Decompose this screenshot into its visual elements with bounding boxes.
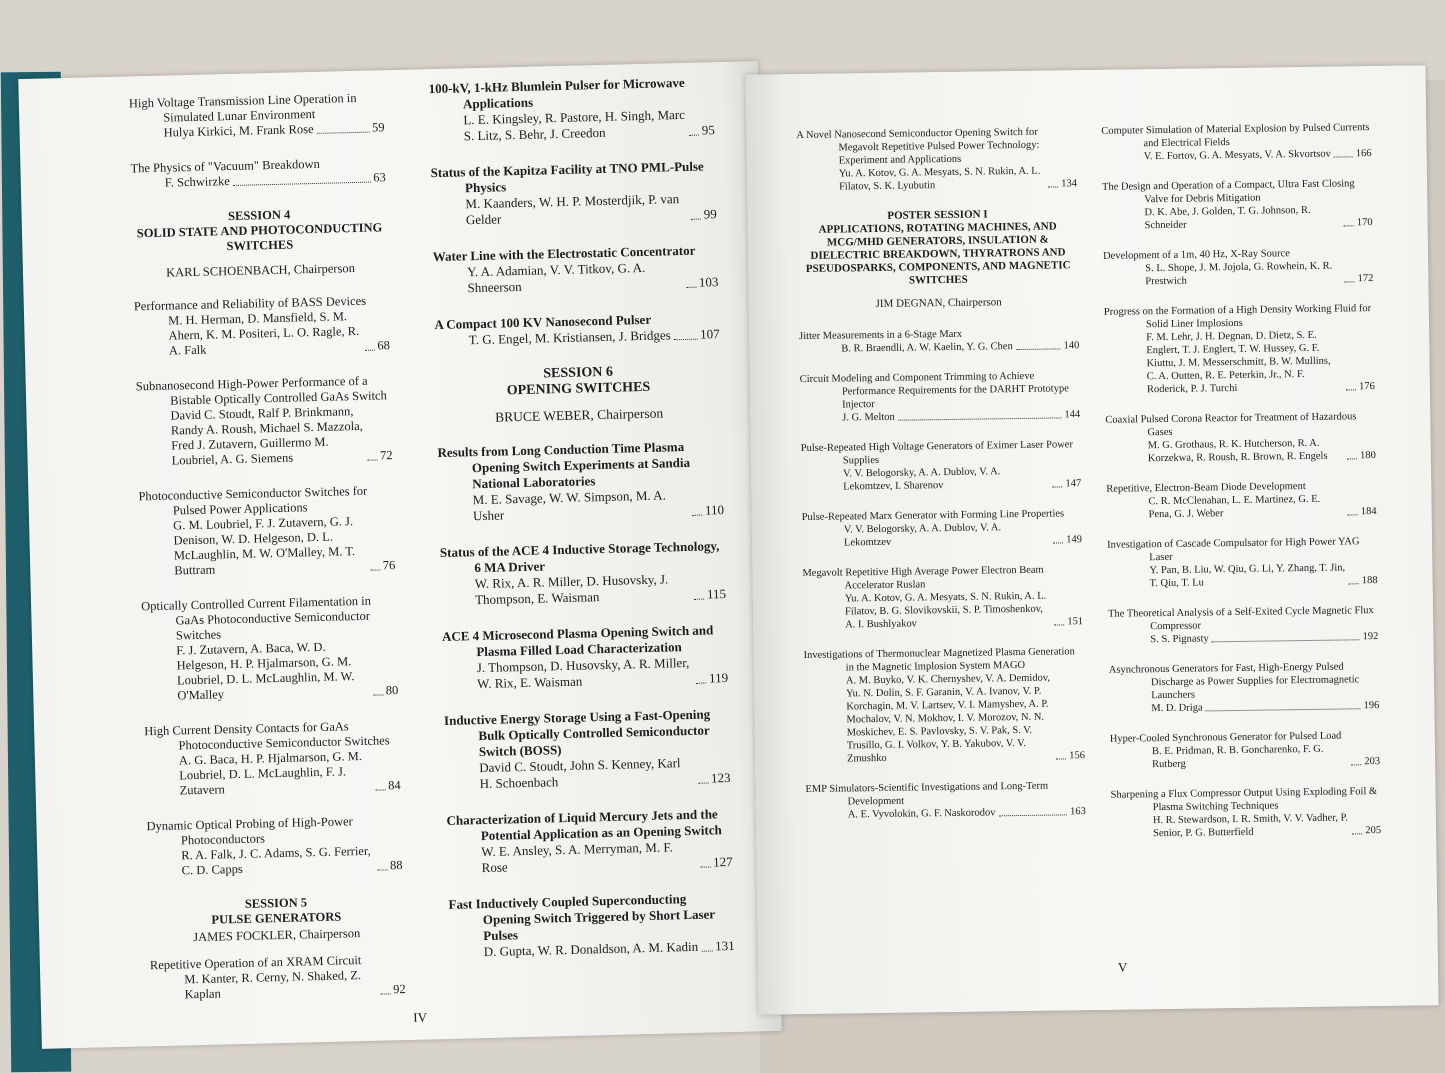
dot-leader [1352, 833, 1362, 834]
right-page-column-2 [1101, 121, 1381, 858]
toc-entry-authors-line [803, 589, 1084, 632]
toc-entry-authors: David C. Stoudt, John S. Kenney, Karl H. Schoenbach [479, 755, 681, 792]
toc-entry-authors-line [1106, 436, 1376, 466]
toc-entry-page: 88 [389, 858, 403, 873]
toc-entry [1104, 302, 1375, 397]
toc-entry-title: High Current Density Contacts for GaAs Photoconductive Semiconductor Switches [144, 719, 390, 753]
left-page-column-1 [129, 90, 407, 1023]
dot-leader [1054, 624, 1064, 625]
toc-entry-title: Investigation of Cascade Compulsator for High Power YAG Laser [1106, 536, 1360, 564]
toc-entry-title: The Design and Operation of a Compact, Ultra Fast Closing Valve for Debris Mitigation [1102, 178, 1355, 206]
toc-entry-page: 192 [1362, 631, 1379, 643]
dot-leader [999, 814, 1068, 816]
toc-entry-authors: L. E. Kingsley, R. Pastore, H. Singh, Marc S. Litz, S. Behr, J. Creedon [463, 106, 686, 144]
toc-entry-title: Pulse-Repeated Marx Generator with Forming Line Properties [801, 508, 1065, 524]
toc-entry-authors-line [1102, 203, 1372, 233]
session-5-chair: JAMES FOCKLER, Chairperson [193, 926, 361, 945]
toc-entry-authors: F. M. Lehr, J. H. Degnan, D. Dietz, S. E. Englert, T. J. Englert, T. W. Hussey, G. F. Kiuttu, J. M. Messerschmitt, B. W. Mullins, C. A. Outten, R. E. Peterkin, Jr., N. F. Roderick, P. J. Turchi [1146, 329, 1331, 396]
toc-entry-authors: M. Kaanders, W. H. P. Mosterdjik, P. van Gelder [465, 191, 680, 228]
toc-entry-authors: Y. Pan, B. Liu, W. Qiu, G. Li, Y. Zhang, T. Jin, T. Qiu, T. Lu [1149, 562, 1346, 590]
toc-entry-title: Optically Controlled Current Filamentation in GaAs Photoconductive Semiconductor Switches [141, 593, 372, 643]
dot-leader [1016, 348, 1061, 350]
toc-entry-page: 99 [703, 206, 717, 222]
toc-entry-page: 134 [1061, 178, 1078, 190]
toc-entry-authors: B. R. Braendli, A. W. Kaelin, Y. G. Chen [841, 341, 1013, 355]
toc-entry-authors-line [142, 638, 398, 704]
toc-entry-page: 147 [1065, 478, 1082, 490]
toc-entry-page: 84 [387, 778, 401, 793]
toc-entry-authors: Yu. A. Kotov, G. A. Mesyats, S. N. Rukin, A. L. Filatov, S. K. Lyubutin [838, 165, 1041, 193]
toc-entry-authors-line [136, 403, 392, 469]
dot-leader [1345, 281, 1355, 282]
right-page [745, 65, 1438, 1014]
toc-entry-authors: A. E. Vyvolokin, G. F. Naskorodov [847, 807, 996, 821]
dot-leader [1334, 156, 1353, 157]
toc-entry [1107, 535, 1378, 591]
toc-entry-authors: A. M. Buyko, V. K. Chernyshev, V. A. Demidov, Yu. N. Dolin, S. F. Garanin, V. A. Ivanov, V. P. Korchagin, M. V. Lartsev, V. I. Mamyshev, A. P. Mochalov, V. N. Mokhov, I. V. Morozov, N. N. Moskichev, E. S. Pavlovsky, S. V. Pak, S. V. Trusillo, G. I. Volkov, Y. B. Yakubov, V. V. Zmushko [845, 672, 1051, 765]
toc-entry-page: 188 [1361, 575, 1378, 587]
toc-entry [428, 74, 714, 145]
toc-entry-authors: F. J. Zutavern, A. Baca, W. D. Helgeson, H. P. Hjalmarson, G. M. Loubriel, D. L. McLaughlin, M. W. O'Malley [176, 639, 355, 703]
dot-leader [1052, 486, 1062, 487]
toc-entry [129, 90, 385, 141]
left-page-column-2 [428, 74, 735, 981]
toc-entry-authors: B. E. Pridman, R. B. Goncharenko, F. G. Rutberg [1151, 743, 1324, 771]
toc-entry-title: Performance and Reliability of BASS Devices [133, 293, 367, 314]
toc-entry-authors: S. L. Shope, J. M. Jojola, G. Rowhein, K. R. Prestwich [1145, 260, 1333, 288]
toc-entry-page: 163 [1069, 806, 1086, 818]
toc-entry-page: 76 [382, 558, 396, 573]
toc-entry-title: Repetitive, Electron-Beam Diode Development [1106, 481, 1306, 495]
toc-entry-authors-line [806, 805, 1086, 822]
toc-entry-authors: W. Rix, A. R. Miller, D. Husovsky, J. Thompson, E. Waisman [474, 571, 669, 608]
toc-entry-page: 123 [710, 769, 731, 786]
toc-entry-page: 59 [371, 120, 385, 135]
toc-entry-authors: S. S. Pignasty [1150, 633, 1209, 646]
toc-entry-page: 119 [708, 670, 729, 686]
toc-entry-title: Photoconductive Semiconductor Switches for Pulsed Power Applications [138, 483, 368, 518]
dot-leader [898, 417, 1062, 420]
toc-entry-title: Jitter Measurements in a 6-Stage Marx [799, 328, 963, 343]
toc-entry-page: 172 [1357, 273, 1374, 285]
toc-entry-page: 180 [1360, 450, 1376, 462]
toc-entry-title: Computer Simulation of Material Explosion by Pulsed Currents and Electrical Fields [1101, 122, 1370, 150]
toc-entry-authors: H. R. Stewardson, I. R. Smith, V. V. Vadher, P. Senior, P. G. Butterfield [1152, 812, 1348, 840]
toc-entry [799, 326, 1079, 356]
dot-leader [1349, 583, 1359, 584]
toc-entry-authors: C. R. McClenahan, L. E. Martinez, G. E. Pena, G. J. Weber [1148, 493, 1321, 521]
toc-entry-title: Subnanosecond High-Power Performance of a Bistable Optically Controlled GaAs Switch [135, 373, 387, 408]
toc-entry-authors: V. E. Fortov, G. A. Mesyats, V. A. Skvortsov [1143, 148, 1331, 163]
toc-entry-title: The Physics of "Vacuum" Breakdown [130, 156, 320, 176]
toc-entry-title: Pulse-Repeated High Voltage Generators of Eximer Laser Power Supplies [800, 439, 1073, 467]
toc-entry [146, 813, 402, 879]
toc-entry-title: Status of the Kapitza Facility at TNO PML-Pulse Physics [430, 158, 704, 196]
toc-entry-page: 80 [385, 683, 399, 698]
toc-entry-title: Results from Long Conduction Time Plasma Opening Switch Experiments at Sandia National Laboratories [437, 439, 691, 492]
toc-entry-authors-line [801, 464, 1081, 494]
toc-entry-page: 149 [1066, 534, 1083, 546]
toc-entry [444, 706, 731, 793]
toc-entry [437, 438, 724, 525]
toc-entry [1110, 785, 1381, 841]
toc-entry-authors: M. D. Driga [1151, 702, 1203, 715]
dot-leader [375, 789, 385, 790]
toc-entry-authors: M. Kanter, R. Cerny, N. Shaked, Z. Kaplan [184, 968, 362, 1002]
toc-entry [1109, 660, 1380, 716]
toc-entry [138, 483, 395, 579]
toc-entry-authors: Yu. A. Kotov, G. A. Mesyats, S. N. Rukin, A. L. Filatov, B. G. Slovikovskii, S. P. Timoshenkov, A. I. Bushlyakov [844, 590, 1047, 631]
session-5-title: PULSE GENERATORS [211, 909, 342, 927]
toc-entry-title: The Theoretical Analysis of a Self-Exited Cycle Magnetic Flux Compressor [1107, 605, 1374, 633]
toc-entry-page: 72 [379, 448, 393, 463]
toc-entry [802, 563, 1083, 632]
toc-entry-authors: T. G. Engel, M. Kristiansen, J. Bridges [468, 327, 671, 348]
dot-leader [1351, 764, 1361, 765]
toc-entry-page: 131 [714, 937, 735, 954]
toc-entry-authors: G. M. Loubriel, F. J. Zutavern, G. J. Denison, W. D. Helgeson, D. L. McLaughlin, M. W. O'Malley, M. T. Buttram [173, 514, 356, 578]
toc-entry-authors-line [438, 486, 724, 525]
session-5-label: SESSION 5 [244, 895, 308, 911]
toc-entry-authors-line [429, 106, 715, 145]
toc-entry-authors: J. Thompson, D. Husovsky, A. R. Miller, W. Rix, E. Waisman [476, 654, 690, 692]
session-5-heading [148, 893, 404, 929]
dot-leader [700, 867, 710, 868]
toc-entry-authors-line [447, 838, 733, 877]
dot-leader [686, 287, 696, 288]
toc-entry-authors: D. Gupta, W. R. Donaldson, A. M. Kadin [483, 938, 699, 960]
toc-entry-authors-line [1108, 630, 1378, 647]
dot-leader [1056, 758, 1066, 759]
dot-leader [1347, 458, 1357, 459]
dot-leader [233, 182, 371, 186]
toc-entry-authors-line [1103, 259, 1373, 289]
toc-entry-page: 151 [1067, 616, 1084, 628]
toc-entry-title: Inductive Energy Storage Using a Fast-Opening Bulk Optically Controlled Semiconductor Switch (BOSS) [443, 706, 711, 760]
dot-leader [689, 135, 699, 136]
toc-entry-authors: David C. Stoudt, Ralf P. Brinkmann, Randy A. Roush, Michael S. Mazzola, Fred J. Zutavern, Guillermo M. Loubriel, A. G. Siemens [170, 404, 364, 468]
toc-entry-page: 184 [1360, 506, 1377, 518]
toc-entry-page: 144 [1064, 409, 1081, 421]
dot-leader [701, 950, 712, 951]
toc-entry-authors-line [443, 654, 729, 693]
toc-entry [801, 438, 1082, 494]
toc-entry-authors: V. V. Belogorsky, A. A. Dublov, V. A. Lekomtzev [843, 522, 1002, 549]
toc-entry-authors-line [1106, 492, 1376, 522]
dot-leader [364, 350, 374, 351]
toc-entry-authors-line [134, 308, 390, 359]
toc-entry-page: 63 [373, 170, 386, 185]
toc-entry [430, 158, 716, 229]
toc-entry [440, 538, 726, 609]
toc-entry [442, 622, 728, 693]
right-page-column-1 [796, 125, 1086, 839]
toc-entry-title: ACE 4 Microsecond Plasma Opening Switch and Plasma Filled Load Characterization [441, 622, 714, 660]
toc-entry-authors-line [433, 258, 719, 297]
toc-entry [448, 890, 734, 961]
dot-leader [691, 219, 701, 220]
toc-entry-title: Repetitive Operation of an XRAM Circuit [149, 953, 362, 973]
poster-session-title: APPLICATIONS, ROTATING MACHINES, AND MCG/MHD GENERATORS, INSULATION & DIELECTRIC BREAKDOWN, THYRATRONS AND PSEUDOSPARKS, COMPONENTS, AND MAGNETIC SWITCHES [805, 220, 1071, 287]
toc-entry-authors-line [804, 671, 1085, 766]
toc-entry-authors-line [1109, 699, 1379, 716]
dot-leader [1212, 639, 1360, 642]
toc-entry-authors: M. G. Grothaus, R. K. Hutcherson, R. A. Korzekwa, R. Roush, R. Brown, R. Engels [1147, 437, 1328, 465]
left-page [18, 61, 781, 1049]
toc-entry-title: Water Line with the Electrostatic Concentrator [432, 242, 696, 265]
toc-entry-title: Status of the ACE 4 Inductive Storage Technology, 6 MA Driver [439, 538, 720, 576]
toc-entry-title: Asynchronous Generators for Fast, High-Energy Pulsed Discharge as Power Supplies for Electromagnetic Launchers [1108, 661, 1360, 702]
toc-entry [1102, 177, 1373, 233]
toc-entry-page: 110 [704, 502, 725, 518]
toc-entry-title: Circuit Modeling and Component Trimming to Achieve Performance Requirements for the DARHT Prototype Injector [799, 370, 1069, 411]
toc-entry-authors: R. A. Falk, J. C. Adams, S. G. Ferrier, C. D. Capps [181, 843, 371, 878]
session-4-heading [132, 205, 388, 256]
toc-entry-page: 107 [700, 326, 720, 342]
dot-leader [370, 569, 380, 570]
dot-leader [698, 783, 708, 784]
dot-leader [380, 993, 390, 994]
session-6-label: SESSION 6 [543, 364, 614, 382]
toc-entry-title: Dynamic Optical Probing of High-Power Photoconductors [146, 814, 353, 848]
toc-entry [144, 718, 401, 799]
toc-entry-title: A Compact 100 KV Nanosecond Pulser [434, 311, 652, 333]
session-4-title-cont: SWITCHES [226, 237, 294, 254]
toc-entry-authors-line [1110, 742, 1380, 772]
toc-entry-authors: M. E. Savage, W. W. Simpson, M. A. Usher [472, 487, 667, 524]
session-4-label: SESSION 4 [227, 207, 291, 224]
toc-entry-authors-line [431, 190, 717, 229]
toc-entry-authors: F. Schwirzke [164, 174, 230, 190]
dot-leader [696, 683, 706, 684]
toc-entry-authors-line [441, 570, 727, 609]
session-6-title: OPENING SWITCHES [506, 379, 651, 399]
toc-entry-authors: V. V. Belogorsky, A. A. Dublov, V. A. Lekomtzev, I. Sharenov [842, 466, 1001, 493]
toc-entry [130, 155, 386, 191]
toc-entry-page: 166 [1355, 148, 1372, 160]
page-number-v: V [1117, 959, 1128, 975]
toc-entry-authors-line [797, 164, 1077, 194]
dot-leader [694, 599, 704, 600]
toc-entry [800, 369, 1081, 425]
toc-entry-title: EMP Simulators-Scientific Investigations and Long-Term Development [805, 780, 1049, 808]
toc-entry-page: 68 [377, 338, 391, 353]
toc-entry [802, 507, 1083, 550]
toc-entry-authors-line [445, 754, 731, 793]
dot-leader [373, 694, 383, 695]
toc-entry [805, 779, 1086, 822]
dot-leader [1206, 708, 1361, 711]
toc-entry-title: Investigations of Thermonuclear Magnetized Plasma Generation in the Magnetic Implosion System MAGO [803, 646, 1075, 674]
dot-leader [1344, 225, 1354, 226]
session-4-chair: KARL SCHOENBACH, Chairperson [165, 261, 356, 280]
toc-entry-authors: J. G. Melton [842, 411, 895, 424]
toc-entry-page: 103 [698, 274, 719, 290]
toc-entry-authors-line [150, 967, 406, 1003]
toc-entry [141, 593, 398, 704]
toc-entry-authors: A. G. Baca, H. P. Hjalmarson, G. M. Loubriel, D. L. McLaughlin, F. J. Zutavern [178, 748, 363, 798]
toc-entry-authors-line [1104, 328, 1375, 397]
toc-entry [1108, 604, 1379, 647]
toc-entry-authors: D. K. Abe, J. Golden, T. G. Johnson, R. Schneider [1144, 204, 1311, 232]
dot-leader [1348, 514, 1358, 515]
toc-entry-authors-line [799, 339, 1079, 356]
toc-entry-authors: Y. A. Adamian, V. V. Titkov, G. A. Shneerson [466, 259, 646, 296]
toc-entry-title: Megavolt Repetitive High Average Power Electron Beam Accelerator Ruslan [802, 564, 1044, 592]
toc-entry-authors-line [145, 748, 401, 799]
toc-entry-page: 156 [1069, 750, 1086, 762]
toc-entry-authors: Hulya Kirkici, M. Frank Rose [163, 121, 314, 140]
toc-entry-authors-line [139, 513, 395, 579]
dot-leader [692, 515, 702, 516]
session-6-chair: BRUCE WEBER, Chairperson [494, 405, 664, 425]
toc-entry-authors-line [147, 843, 403, 879]
toc-entry-page: 140 [1063, 340, 1080, 352]
session-4-title: SOLID STATE AND PHOTOCONDUCTING [136, 220, 383, 241]
toc-entry [1105, 410, 1376, 466]
dot-leader [1048, 186, 1058, 187]
poster-session-heading [797, 207, 1078, 289]
toc-entry [136, 373, 393, 469]
toc-entry [1106, 479, 1377, 522]
toc-entry-authors-line [1102, 147, 1372, 164]
toc-entry-authors: W. E. Ansley, S. A. Merryman, M. F. Rose [481, 839, 673, 876]
toc-entry-title: Characterization of Liquid Mercury Jets and the Potential Application as an Opening Switch [446, 806, 722, 844]
toc-entry-title: Coaxial Pulsed Corona Reactor for Treatment of Hazardous Gases [1105, 411, 1357, 439]
toc-entry-page: 203 [1364, 755, 1381, 768]
page-number-iv: IV [413, 1009, 428, 1025]
toc-entry [1103, 246, 1374, 289]
toc-entry-title: A Novel Nanosecond Semiconductor Opening Switch for Megavolt Repetitive Pulsed Power Technology: Experiment and Applications [796, 126, 1040, 167]
toc-entry-title: Fast Inductively Coupled Superconducting Opening Switch Triggered by Short Laser Pulses [448, 891, 716, 944]
toc-entry-page: 176 [1359, 381, 1375, 393]
toc-entry-title: Development of a 1m, 40 Hz, X-Ray Source [1102, 248, 1291, 262]
poster-session-label: POSTER SESSION I [887, 208, 988, 222]
toc-entry-authors: M. H. Herman, D. Mansfield, S. M. Ahern, K. M. Positeri, L. O. Ragle, R. A. Falk [168, 309, 360, 358]
toc-entry-title: Hyper-Cooled Synchronous Generator for Pulsed Load [1109, 730, 1342, 745]
toc-entry-title: Sharpening a Flux Compressor Output Using Exploding Foil & Plasma Switching Techniques [1110, 786, 1378, 814]
toc-entry-page: 196 [1363, 700, 1380, 712]
dot-leader [1346, 389, 1356, 390]
toc-entry [803, 645, 1085, 766]
toc-entry-page: 205 [1365, 824, 1382, 837]
toc-entry [433, 242, 719, 297]
toc-entry [150, 952, 406, 1003]
toc-entry-page: 115 [706, 586, 727, 602]
toc-entry-page: 170 [1356, 217, 1373, 229]
dot-leader [674, 339, 698, 341]
toc-entry [1110, 729, 1381, 772]
dot-leader [1053, 542, 1063, 543]
poster-session-chair: JIM DEGNAN, Chairperson [875, 296, 1002, 310]
toc-entry-title: High Voltage Transmission Line Operation in Simulated Lunar Environment [128, 90, 357, 125]
toc-entry [1101, 121, 1372, 164]
toc-entry-page: 127 [712, 853, 733, 870]
toc-entry-title: Progress on the Formation of a High Density Working Fluid for Solid Liner Implosions [1103, 303, 1372, 331]
session-6-heading [435, 362, 721, 401]
toc-entry-page: 92 [392, 981, 406, 997]
toc-entry-authors-line [1111, 811, 1381, 841]
toc-entry-authors-line [802, 520, 1082, 550]
dot-leader [377, 869, 387, 870]
toc-entry [446, 806, 732, 877]
toc-entry-title: 100-kV, 1-kHz Blumlein Pulser for Microwave Applications [428, 74, 685, 112]
toc-entry [134, 293, 390, 359]
toc-entry [796, 125, 1077, 194]
toc-entry-authors-line [1107, 561, 1377, 591]
toc-entry-authors-line [800, 408, 1080, 425]
dot-leader [317, 132, 370, 134]
dot-leader [367, 460, 377, 461]
toc-entry [434, 310, 720, 349]
toc-entry-page: 95 [701, 122, 715, 138]
